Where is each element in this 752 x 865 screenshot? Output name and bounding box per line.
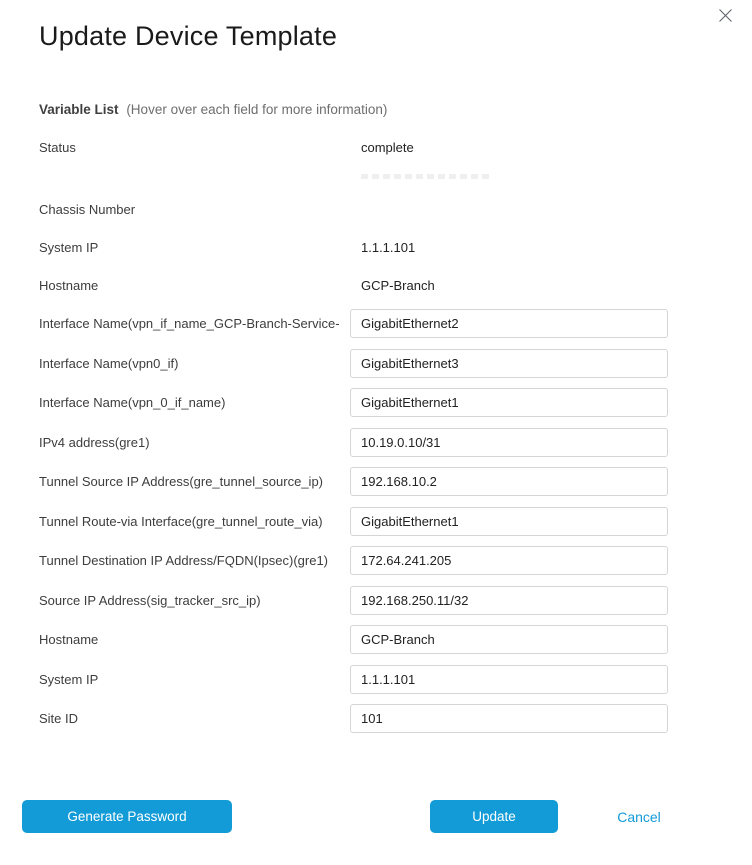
hostname-input[interactable]	[350, 625, 668, 654]
hostname-value: GCP-Branch	[361, 277, 435, 293]
variable-list-label: Variable List	[39, 102, 119, 117]
row-system-ip-editable	[0, 660, 752, 700]
variable-list-heading	[39, 102, 387, 117]
row-label: Hostname	[39, 277, 99, 293]
ipv4-address-gre1-input[interactable]	[350, 428, 668, 457]
row-tunnel-route-via-interface	[0, 502, 752, 542]
source-ip-sig-tracker-input[interactable]	[350, 586, 668, 615]
tunnel-destination-ip-input[interactable]	[350, 546, 668, 575]
row-interface-name-vpn-0-if-name	[0, 383, 752, 423]
close-icon[interactable]	[715, 5, 735, 25]
row-label: Hostname	[39, 632, 99, 648]
row-label: System IP	[39, 239, 99, 255]
update-button[interactable]: Update	[430, 800, 558, 833]
row-label: Tunnel Destination IP Address/FQDN(Ipsec)(gre1)	[39, 553, 329, 569]
row-source-ip-sig-tracker	[0, 581, 752, 621]
row-label: Tunnel Source IP Address(gre_tunnel_source_ip)	[39, 474, 324, 490]
row-label: Interface Name(vpn_if_name_GCP-Branch-Service-	[39, 316, 340, 332]
row-label: Chassis Number	[39, 201, 136, 217]
row-interface-name-vpn0-if	[0, 344, 752, 384]
page-title: Update Device Template	[39, 21, 338, 51]
row-status	[0, 132, 752, 162]
row-label: IPv4 address(gre1)	[39, 434, 150, 450]
tunnel-route-via-interface-input[interactable]	[350, 507, 668, 536]
row-ipv4-address-gre1	[0, 423, 752, 463]
row-chassis-number	[0, 190, 752, 228]
status-value: complete	[361, 139, 414, 155]
dialog-footer	[0, 800, 752, 834]
row-hostname-editable	[0, 620, 752, 660]
row-site-id	[0, 699, 752, 739]
row-label: Site ID	[39, 711, 79, 727]
system-ip-input[interactable]	[350, 665, 668, 694]
row-label: Status	[39, 139, 76, 155]
row-label: System IP	[39, 671, 99, 687]
interface-name-service-vpn-input[interactable]	[350, 309, 668, 338]
row-label: Source IP Address(sig_tracker_src_ip)	[39, 592, 261, 608]
row-tunnel-destination-ip	[0, 541, 752, 581]
site-id-input[interactable]	[350, 704, 668, 733]
row-tunnel-source-ip	[0, 462, 752, 502]
tunnel-source-ip-input[interactable]	[350, 467, 668, 496]
row-system-ip-static	[0, 228, 752, 266]
row-label: Tunnel Route-via Interface(gre_tunnel_route_via)	[39, 513, 323, 529]
interface-name-vpn-0-if-name-input[interactable]	[350, 388, 668, 417]
interface-name-vpn0-if-input[interactable]	[350, 349, 668, 378]
variable-rows	[0, 132, 752, 739]
variable-list-hint: (Hover over each field for more information)	[126, 102, 388, 117]
generate-password-button[interactable]: Generate Password	[22, 800, 232, 833]
row-label: Interface Name(vpn0_if)	[39, 355, 179, 371]
system-ip-value: 1.1.1.101	[361, 239, 416, 255]
row-chassis-faint-value	[0, 162, 752, 190]
row-label: Interface Name(vpn_0_if_name)	[39, 395, 226, 411]
faint-value-marks	[350, 174, 668, 179]
row-interface-name-service-vpn	[0, 304, 752, 344]
cancel-button[interactable]: Cancel	[596, 800, 682, 833]
row-hostname-static	[0, 266, 752, 304]
